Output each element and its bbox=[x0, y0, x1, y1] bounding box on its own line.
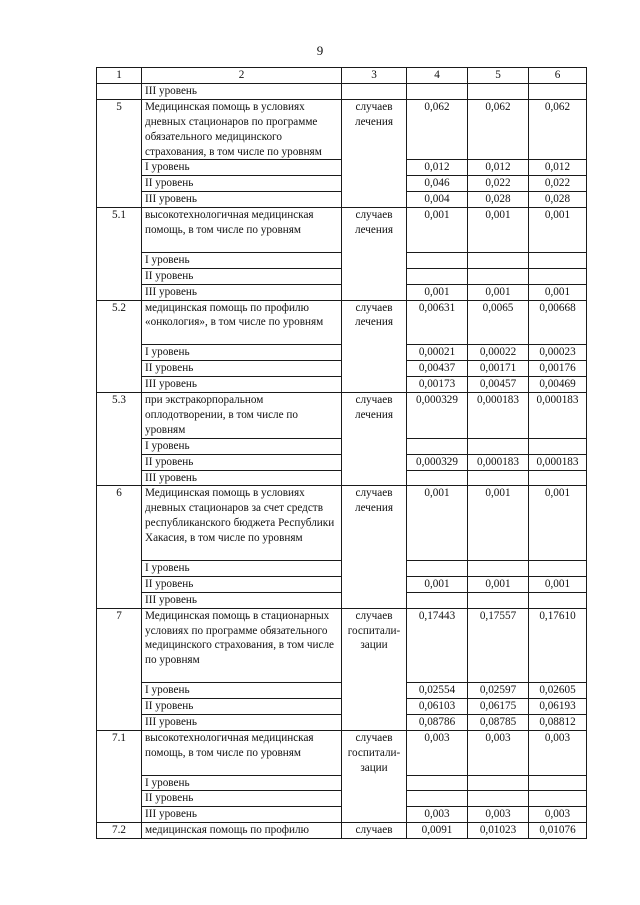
value-cell: 0,001 bbox=[468, 486, 529, 561]
level-name-cell: II уровень bbox=[142, 791, 342, 807]
level-name-cell: III уровень bbox=[142, 284, 342, 300]
level-name-cell: II уровень bbox=[142, 361, 342, 377]
value-cell bbox=[468, 592, 529, 608]
value-cell: 0,000183 bbox=[529, 454, 587, 470]
value-cell: 0,012 bbox=[529, 160, 587, 176]
value-cell: 0,001 bbox=[529, 576, 587, 592]
level-name-cell: I уровень bbox=[142, 560, 342, 576]
value-cell: 0,00023 bbox=[529, 345, 587, 361]
value-cell: 0,001 bbox=[468, 284, 529, 300]
value-cell: 0,003 bbox=[529, 730, 587, 775]
unit-cell: случаев госпитали-зации bbox=[342, 608, 407, 730]
row-number-cell: 7.1 bbox=[97, 730, 142, 822]
value-cell bbox=[407, 252, 468, 268]
value-cell: 0,0091 bbox=[407, 823, 468, 839]
value-cell bbox=[468, 252, 529, 268]
value-cell: 0,00457 bbox=[468, 377, 529, 393]
row-number-cell bbox=[97, 83, 142, 99]
indicator-name-cell: медицинская помощь по профилю «онкология», в том числе по уровням bbox=[142, 300, 342, 345]
value-cell: 0,001 bbox=[529, 486, 587, 561]
indicator-name-cell: при экстракорпоральном оплодотворении, в том числе по уровням bbox=[142, 392, 342, 438]
value-cell bbox=[407, 560, 468, 576]
value-cell: 0,01076 bbox=[529, 823, 587, 839]
indicator-name-cell: высокотехнологичная медицинская помощь, в том числе по уровням bbox=[142, 730, 342, 775]
header-cell: 4 bbox=[407, 68, 468, 84]
value-cell bbox=[468, 438, 529, 454]
level-name-cell: I уровень bbox=[142, 345, 342, 361]
level-name-cell: II уровень bbox=[142, 576, 342, 592]
value-cell: 0,08786 bbox=[407, 714, 468, 730]
table-row bbox=[97, 99, 587, 160]
value-cell: 0,17610 bbox=[529, 608, 587, 683]
level-name-cell: I уровень bbox=[142, 438, 342, 454]
value-cell: 0,06103 bbox=[407, 699, 468, 715]
row-number-cell: 6 bbox=[97, 486, 142, 608]
level-name-cell: III уровень bbox=[142, 377, 342, 393]
value-cell bbox=[468, 560, 529, 576]
value-cell bbox=[529, 592, 587, 608]
indicator-name-cell: высокотехнологичная медицинская помощь, в том числе по уровням bbox=[142, 208, 342, 253]
value-cell: 0,001 bbox=[468, 208, 529, 253]
page-number: 9 bbox=[316, 43, 324, 58]
indicator-name-cell: Медицинская помощь в условиях дневных стационаров по программе обязательного медицинского страхования, в том числе по уровням bbox=[142, 99, 342, 160]
indicator-name-cell: Медицинская помощь в условиях дневных стационаров за счет средств республиканского бюджета Республики Хакасия, в том числе по уровням bbox=[142, 486, 342, 561]
value-cell: 0,001 bbox=[529, 208, 587, 253]
unit-cell: случаев лечения bbox=[342, 486, 407, 608]
row-number-cell: 5.1 bbox=[97, 208, 142, 300]
level-name-cell: III уровень bbox=[142, 714, 342, 730]
value-cell bbox=[407, 438, 468, 454]
unit-cell: случаев госпитали-зации bbox=[342, 730, 407, 822]
value-cell: 0,17557 bbox=[468, 608, 529, 683]
row-number-cell: 5.3 bbox=[97, 392, 142, 485]
value-cell: 0,000183 bbox=[468, 392, 529, 438]
value-cell bbox=[529, 438, 587, 454]
header-cell: 2 bbox=[142, 68, 342, 84]
row-number-cell: 5.2 bbox=[97, 300, 142, 392]
level-name-cell: II уровень bbox=[142, 454, 342, 470]
value-cell bbox=[529, 791, 587, 807]
unit-cell bbox=[342, 83, 407, 99]
value-cell: 0,004 bbox=[407, 192, 468, 208]
value-cell bbox=[529, 268, 587, 284]
header-cell: 6 bbox=[529, 68, 587, 84]
value-cell: 0,001 bbox=[407, 208, 468, 253]
unit-cell: случаев bbox=[342, 823, 407, 839]
value-cell: 0,0065 bbox=[468, 300, 529, 345]
value-cell: 0,08785 bbox=[468, 714, 529, 730]
value-cell: 0,02597 bbox=[468, 683, 529, 699]
value-cell: 0,003 bbox=[529, 807, 587, 823]
header-cell: 3 bbox=[342, 68, 407, 84]
value-cell: 0,17443 bbox=[407, 608, 468, 683]
value-cell bbox=[468, 470, 529, 486]
table-row bbox=[97, 300, 587, 345]
level-name-cell: III уровень bbox=[142, 592, 342, 608]
level-name-cell: III уровень bbox=[142, 192, 342, 208]
value-cell: 0,000329 bbox=[407, 392, 468, 438]
value-cell: 0,062 bbox=[468, 99, 529, 160]
unit-cell: случаев лечения bbox=[342, 208, 407, 300]
value-cell: 0,00171 bbox=[468, 361, 529, 377]
unit-cell: случаев лечения bbox=[342, 300, 407, 392]
value-cell: 0,000183 bbox=[468, 454, 529, 470]
value-cell: 0,022 bbox=[468, 176, 529, 192]
value-cell: 0,08812 bbox=[529, 714, 587, 730]
value-cell bbox=[407, 791, 468, 807]
value-cell bbox=[407, 470, 468, 486]
level-name-cell: III уровень bbox=[142, 470, 342, 486]
table-row bbox=[97, 208, 587, 253]
table-row bbox=[97, 608, 587, 683]
level-name-cell: I уровень bbox=[142, 683, 342, 699]
value-cell: 0,00176 bbox=[529, 361, 587, 377]
value-cell bbox=[529, 470, 587, 486]
value-cell: 0,062 bbox=[529, 99, 587, 160]
value-cell bbox=[529, 560, 587, 576]
level-name-cell: II уровень bbox=[142, 176, 342, 192]
value-cell: 0,028 bbox=[529, 192, 587, 208]
table-row bbox=[97, 392, 587, 438]
value-cell: 0,012 bbox=[468, 160, 529, 176]
table-row bbox=[97, 823, 587, 839]
value-cell: 0,003 bbox=[468, 730, 529, 775]
value-cell: 0,003 bbox=[407, 807, 468, 823]
value-cell: 0,012 bbox=[407, 160, 468, 176]
level-name-cell: II уровень bbox=[142, 268, 342, 284]
value-cell: 0,02554 bbox=[407, 683, 468, 699]
value-cell bbox=[529, 83, 587, 99]
value-cell: 0,028 bbox=[468, 192, 529, 208]
value-cell bbox=[407, 775, 468, 791]
row-number-cell: 7 bbox=[97, 608, 142, 730]
value-cell: 0,02605 bbox=[529, 683, 587, 699]
value-cell bbox=[468, 791, 529, 807]
value-cell: 0,003 bbox=[468, 807, 529, 823]
value-cell: 0,06175 bbox=[468, 699, 529, 715]
indicator-name-cell: Медицинская помощь в стационарных условиях по программе обязательного медицинского страхования, в том числе по уровням bbox=[142, 608, 342, 683]
value-cell: 0,046 bbox=[407, 176, 468, 192]
value-cell: 0,00668 bbox=[529, 300, 587, 345]
value-cell: 0,022 bbox=[529, 176, 587, 192]
header-row bbox=[97, 68, 587, 84]
value-cell: 0,001 bbox=[407, 576, 468, 592]
value-cell: 0,000183 bbox=[529, 392, 587, 438]
table-body bbox=[97, 68, 587, 839]
value-cell: 0,001 bbox=[468, 576, 529, 592]
value-cell: 0,062 bbox=[407, 99, 468, 160]
value-cell: 0,001 bbox=[407, 486, 468, 561]
value-cell: 0,003 bbox=[407, 730, 468, 775]
value-cell: 0,00021 bbox=[407, 345, 468, 361]
value-cell bbox=[529, 775, 587, 791]
value-cell: 0,001 bbox=[529, 284, 587, 300]
level-name-cell: III уровень bbox=[142, 83, 342, 99]
table-row bbox=[97, 486, 587, 561]
value-cell bbox=[407, 592, 468, 608]
value-cell bbox=[468, 268, 529, 284]
unit-cell: случаев лечения bbox=[342, 392, 407, 485]
value-cell: 0,00437 bbox=[407, 361, 468, 377]
value-cell: 0,01023 bbox=[468, 823, 529, 839]
value-cell bbox=[468, 775, 529, 791]
value-cell: 0,000329 bbox=[407, 454, 468, 470]
level-name-cell: I уровень bbox=[142, 160, 342, 176]
header-cell: 1 bbox=[97, 68, 142, 84]
value-cell bbox=[468, 83, 529, 99]
row-number-cell: 7.2 bbox=[97, 823, 142, 839]
level-name-cell: I уровень bbox=[142, 252, 342, 268]
value-cell: 0,001 bbox=[407, 284, 468, 300]
value-cell: 0,00631 bbox=[407, 300, 468, 345]
coverage-table bbox=[96, 67, 587, 839]
level-name-cell: II уровень bbox=[142, 699, 342, 715]
value-cell: 0,06193 bbox=[529, 699, 587, 715]
value-cell bbox=[407, 268, 468, 284]
value-cell bbox=[529, 252, 587, 268]
value-cell: 0,00022 bbox=[468, 345, 529, 361]
table-row bbox=[97, 83, 587, 99]
level-name-cell: I уровень bbox=[142, 775, 342, 791]
value-cell: 0,00173 bbox=[407, 377, 468, 393]
value-cell bbox=[407, 83, 468, 99]
row-number-cell: 5 bbox=[97, 99, 142, 207]
header-cell: 5 bbox=[468, 68, 529, 84]
unit-cell: случаев лечения bbox=[342, 99, 407, 207]
indicator-name-cell: медицинская помощь по профилю bbox=[142, 823, 342, 839]
level-name-cell: III уровень bbox=[142, 807, 342, 823]
value-cell: 0,00469 bbox=[529, 377, 587, 393]
table-row bbox=[97, 730, 587, 775]
